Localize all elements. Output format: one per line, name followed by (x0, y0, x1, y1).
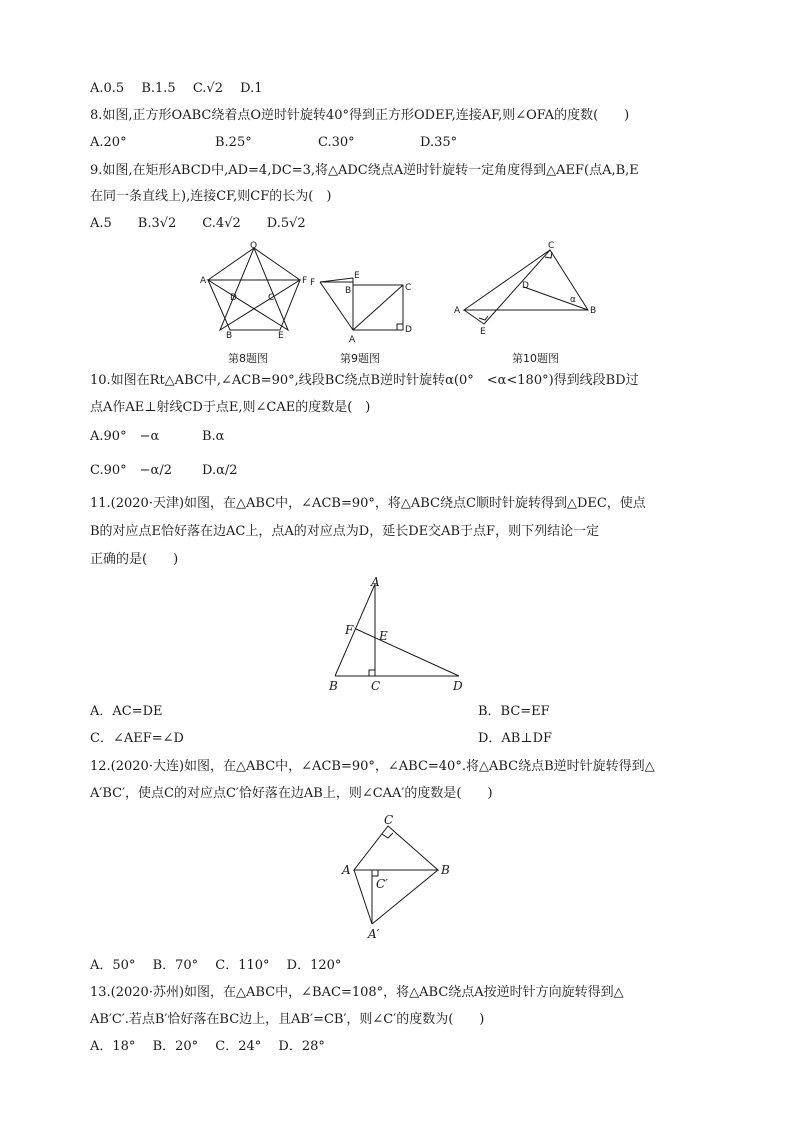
fig10-caption: 第10题图 (512, 352, 559, 365)
figure-9 (308, 270, 418, 360)
fig9-label-f: F (310, 278, 316, 288)
q8-option-c: C.30° (318, 135, 355, 150)
fig12-label-a-prime: A′ (368, 927, 380, 941)
q9-options: A.5 B.3√2 C.4√2 D.5√2 (90, 216, 306, 231)
q11-stem-line3: 正确的是( ) (90, 552, 179, 567)
q8-stem: 8.如图,正方形OABC绕着点O逆时针旋转40°得到正方形ODEF,连接AF,则∠OFA的度数( ) (90, 108, 630, 123)
q10-option-c: C.90° −α/2 (90, 463, 172, 478)
fig9-caption: 第9题图 (340, 352, 380, 365)
fig8-label-b: B (226, 331, 233, 341)
q12-stem-line1: 12.(2020·大连)如图，在△ABC中，∠ACB=90°，∠ABC=40°.将△ABC绕点B逆时针旋转得到△ (90, 759, 655, 774)
q8-option-b: B.25° (215, 135, 252, 150)
fig11-label-b: B (329, 679, 338, 693)
q8-option-d: D.35° (420, 135, 458, 150)
q8-option-a: A.20° (90, 135, 127, 150)
figure-11 (325, 575, 475, 698)
q12-options: A．50° B．70° C．110° D．120° (90, 958, 342, 973)
fig11-label-e: E (379, 629, 388, 643)
fig12-label-a: A (342, 863, 351, 877)
q10-option-d: D.α/2 (202, 463, 238, 478)
fig12-label-c: C (384, 813, 394, 827)
q7-options: A.0.5 B.1.5 C.√2 D.1 (90, 81, 263, 96)
fig8-label-a: A (200, 276, 207, 286)
fig8-label-d: D (230, 293, 237, 303)
fig8-caption: 第8题图 (228, 352, 268, 365)
fig9-label-a: A (349, 335, 356, 345)
q10-option-b: B.α (202, 429, 225, 444)
fig11-label-a: A (371, 575, 380, 589)
q11-option-d: D．AB⊥DF (478, 731, 553, 746)
fig9-label-d: D (405, 325, 412, 335)
fig9-label-b: B (345, 286, 352, 296)
fig10-label-e: E (480, 327, 486, 337)
figure-8 (190, 240, 320, 340)
fig11-label-c: C (371, 679, 381, 693)
q11-option-a: A．AC=DE (90, 704, 163, 719)
fig10-label-c: C (548, 241, 555, 251)
q13-stem-line2: AB′C′.若点B′恰好落在BC边上，且AB′=CB′，则∠C′的度数为( ) (90, 1012, 485, 1027)
figure-12 (340, 812, 460, 942)
q12-stem-line2: A′BC′，使点C的对应点C′恰好落在边AB上，则∠CAA′的度数是( ) (90, 786, 493, 801)
q9-stem-line2: 在同一条直线上),连接CF,则CF的长为( ) (90, 189, 332, 204)
fig10-label-b: B (590, 306, 597, 316)
fig10-label-d: D (522, 281, 529, 291)
fig8-label-f: F (302, 276, 308, 286)
q13-options: A．18° B．20° C．24° D．28° (90, 1039, 325, 1054)
q10-stem-line2: 点A作AE⊥射线CD于点E,则∠CAE的度数是( ) (90, 400, 371, 415)
fig8-label-c: C (268, 293, 275, 303)
fig12-label-b: B (441, 863, 450, 877)
q11-option-c: C．∠AEF=∠D (90, 731, 184, 746)
fig10-label-alpha: α (570, 295, 576, 305)
fig12-label-c-prime: C′ (376, 877, 388, 891)
fig9-label-c: C (405, 283, 412, 293)
fig11-label-f: F (345, 623, 354, 637)
fig9-label-e: E (354, 271, 360, 281)
q11-stem-line1: 11.(2020·天津)如图，在△ABC中，∠ACB=90°，将△ABC绕点C顺时针旋转得到△DEC，使点 (90, 496, 646, 511)
fig8-label-o: O (250, 241, 258, 251)
fig11-label-d: D (453, 679, 463, 693)
q10-option-a: A.90° −α (90, 429, 160, 444)
figure-10 (452, 242, 602, 337)
fig8-label-e: E (278, 331, 284, 341)
q11-stem-line2: B的对应点E恰好落在边AC上，点A的对应点为D，延长DE交AB于点F，则下列结论一定 (90, 524, 600, 539)
fig10-label-a: A (454, 306, 461, 316)
q9-stem-line1: 9.如图,在矩形ABCD中,AD=4,DC=3,将△ADC绕点A逆时针旋转一定角度得到△AEF(点A,B,E (90, 163, 639, 178)
q13-stem-line1: 13.(2020·苏州)如图，在△ABC中，∠BAC=108°，将△ABC绕点A按逆时针方向旋转得到△ (90, 985, 624, 1000)
q10-stem-line1: 10.如图在Rt△ABC中,∠ACB=90°,线段BC绕点B逆时针旋转α(0° <α<180°)得到线段BD过 (90, 373, 639, 388)
q11-option-b: B．BC=EF (478, 704, 550, 719)
